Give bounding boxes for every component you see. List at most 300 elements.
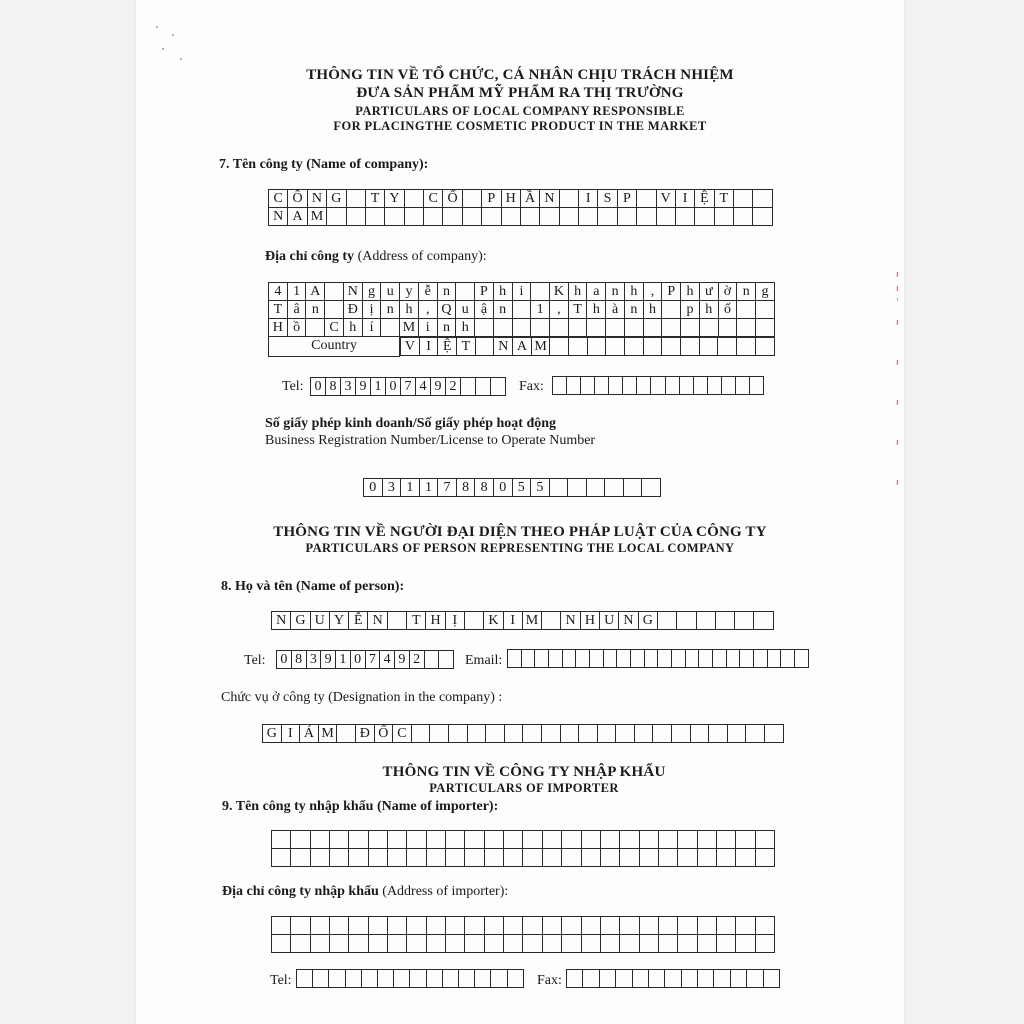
company-address-grid xyxy=(268,282,775,357)
empty-char-box xyxy=(658,849,677,867)
char-box xyxy=(567,377,581,395)
importer-name-label: 9. Tên công ty nhập khẩu (Name of importer): xyxy=(222,799,499,814)
char-box: ễ xyxy=(418,283,437,301)
char-box xyxy=(482,208,501,226)
char-box: ị xyxy=(362,301,381,319)
char-box xyxy=(443,208,462,226)
empty-char-box xyxy=(755,917,774,935)
char-box xyxy=(550,319,569,337)
char-box: n xyxy=(437,283,456,301)
char-box xyxy=(677,612,696,630)
char-box: 8 xyxy=(326,378,341,396)
char-box: H xyxy=(580,612,599,630)
designation-grid xyxy=(262,724,784,743)
char-box: h xyxy=(343,319,362,337)
char-box: Ổ xyxy=(443,190,462,208)
char-box: G xyxy=(263,725,282,743)
char-box: N xyxy=(619,612,638,630)
char-box xyxy=(504,725,523,743)
char-box xyxy=(587,338,606,356)
char-box xyxy=(713,650,727,668)
char-box xyxy=(637,377,651,395)
char-box: 3 xyxy=(341,378,356,396)
char-box: K xyxy=(484,612,503,630)
char-box xyxy=(753,190,773,208)
char-box: Đ xyxy=(343,301,362,319)
char-box: A xyxy=(288,208,307,226)
char-box xyxy=(795,650,809,668)
char-box xyxy=(616,725,635,743)
char-box xyxy=(365,208,384,226)
person-tel-label: Tel: xyxy=(244,653,266,668)
char-box xyxy=(590,650,604,668)
char-box xyxy=(598,208,617,226)
empty-char-box xyxy=(567,970,583,988)
char-box: ồ xyxy=(287,319,306,337)
empty-char-box xyxy=(310,849,329,867)
importer-name-grid xyxy=(271,830,775,867)
char-box xyxy=(325,283,344,301)
char-box: 8 xyxy=(475,479,494,497)
char-box xyxy=(523,725,542,743)
char-box xyxy=(672,725,691,743)
char-box: N xyxy=(269,208,288,226)
char-box xyxy=(617,208,636,226)
char-box xyxy=(657,612,676,630)
char-box: V xyxy=(656,190,675,208)
empty-char-box xyxy=(484,935,503,953)
char-box: 0 xyxy=(350,651,365,669)
char-box xyxy=(735,612,754,630)
person-tel-grid xyxy=(276,650,454,669)
empty-char-box xyxy=(368,831,387,849)
char-box xyxy=(456,283,475,301)
char-box: p xyxy=(681,301,700,319)
char-box xyxy=(346,208,365,226)
char-box: h xyxy=(699,301,718,319)
empty-char-box xyxy=(291,831,310,849)
char-box: C xyxy=(325,319,344,337)
char-box: h xyxy=(643,301,662,319)
char-box xyxy=(637,190,656,208)
empty-char-box xyxy=(648,970,664,988)
empty-char-box xyxy=(330,917,349,935)
char-box: M xyxy=(318,725,337,743)
char-box: T xyxy=(714,190,733,208)
empty-char-box xyxy=(345,970,361,988)
company-country-row xyxy=(269,337,775,357)
char-box: H xyxy=(269,319,288,337)
empty-char-box xyxy=(504,917,523,935)
char-box xyxy=(685,650,699,668)
char-box xyxy=(581,377,595,395)
char-box xyxy=(765,725,784,743)
scan-specks xyxy=(150,18,190,78)
char-box: g xyxy=(362,283,381,301)
empty-char-box xyxy=(407,831,426,849)
empty-char-box xyxy=(426,935,445,953)
char-box: h xyxy=(568,283,587,301)
empty-char-box xyxy=(755,831,774,849)
char-box xyxy=(699,338,718,356)
char-box: M xyxy=(307,208,326,226)
char-box xyxy=(568,479,587,497)
char-box xyxy=(464,612,483,630)
char-box xyxy=(718,319,737,337)
char-box: 1 xyxy=(419,479,438,497)
char-box xyxy=(756,301,775,319)
license-label-vi: Số giấy phép kinh doanh/Số giấy phép hoạt động xyxy=(265,416,557,431)
char-box: Á xyxy=(300,725,319,743)
char-box: 0 xyxy=(311,378,326,396)
empty-char-box xyxy=(291,935,310,953)
empty-char-box xyxy=(747,970,763,988)
char-box xyxy=(609,377,623,395)
char-box xyxy=(679,377,693,395)
char-box: 9 xyxy=(431,378,446,396)
char-box xyxy=(672,650,686,668)
empty-char-box xyxy=(678,935,697,953)
char-box: â xyxy=(287,301,306,319)
empty-char-box xyxy=(446,831,465,849)
company-name-label: 7. Tên công ty (Name of company): xyxy=(219,157,429,172)
person-tel-cells xyxy=(277,651,454,669)
representative-heading-en: PARTICULARS OF PERSON REPRESENTING THE LOCAL COMPANY xyxy=(305,541,735,555)
char-box xyxy=(699,319,718,337)
char-box xyxy=(569,338,588,356)
header-line-4: FOR PLACINGTHE COSMETIC PRODUCT IN THE MARKET xyxy=(333,119,707,133)
char-box: 2 xyxy=(446,378,461,396)
empty-char-box xyxy=(272,917,291,935)
char-box xyxy=(550,338,569,356)
char-box: V xyxy=(401,338,420,356)
char-box: 7 xyxy=(365,651,380,669)
char-box: C xyxy=(393,725,412,743)
empty-char-box xyxy=(639,849,658,867)
char-box: H xyxy=(501,190,520,208)
char-box: n xyxy=(381,301,400,319)
company-country-cells xyxy=(401,338,774,356)
empty-char-box xyxy=(426,917,445,935)
empty-char-box xyxy=(459,970,475,988)
empty-char-box xyxy=(465,849,484,867)
empty-char-box xyxy=(678,831,697,849)
empty-char-box xyxy=(368,917,387,935)
char-box: G xyxy=(638,612,657,630)
char-box xyxy=(737,319,756,337)
char-box: y xyxy=(400,283,419,301)
char-box xyxy=(560,725,579,743)
char-box: P xyxy=(482,190,501,208)
char-box xyxy=(662,319,681,337)
char-box: h xyxy=(624,283,643,301)
empty-char-box xyxy=(407,917,426,935)
empty-char-box xyxy=(378,970,394,988)
char-box: , xyxy=(550,301,569,319)
empty-char-box xyxy=(678,917,697,935)
char-box: T xyxy=(269,301,288,319)
char-box: 3 xyxy=(382,479,401,497)
char-box xyxy=(623,377,637,395)
char-box xyxy=(542,612,561,630)
char-box: ờ xyxy=(718,283,737,301)
empty-char-box xyxy=(523,831,542,849)
char-box: I xyxy=(419,338,438,356)
char-box xyxy=(540,208,559,226)
license-grid xyxy=(363,478,661,497)
char-box xyxy=(606,319,625,337)
char-box xyxy=(512,319,531,337)
char-box: Y xyxy=(385,190,404,208)
empty-char-box xyxy=(716,831,735,849)
char-box xyxy=(767,650,781,668)
char-box xyxy=(709,725,728,743)
char-box: i xyxy=(512,283,531,301)
char-box: I xyxy=(579,190,598,208)
char-box xyxy=(424,651,439,669)
empty-char-box xyxy=(504,831,523,849)
empty-char-box xyxy=(620,917,639,935)
char-box: N xyxy=(540,190,559,208)
char-box: 0 xyxy=(386,378,401,396)
char-box xyxy=(579,725,598,743)
importer-fax-label: Fax: xyxy=(537,973,562,988)
char-box xyxy=(521,650,535,668)
char-box: 8 xyxy=(456,479,475,497)
char-box xyxy=(475,319,494,337)
empty-char-box xyxy=(736,917,755,935)
char-box xyxy=(576,650,590,668)
empty-char-box xyxy=(542,935,561,953)
empty-char-box xyxy=(484,849,503,867)
importer-tel-grid xyxy=(296,969,524,988)
empty-char-box xyxy=(697,849,716,867)
char-box xyxy=(690,725,709,743)
char-box xyxy=(781,650,795,668)
char-box xyxy=(549,650,563,668)
document-page xyxy=(136,0,904,1024)
char-box: P xyxy=(617,190,636,208)
char-box: 1 xyxy=(401,479,420,497)
char-box xyxy=(595,377,609,395)
char-box: M xyxy=(522,612,541,630)
empty-char-box xyxy=(600,831,619,849)
char-box xyxy=(467,725,486,743)
char-box: G xyxy=(291,612,310,630)
char-box: M xyxy=(400,319,419,337)
char-box xyxy=(549,479,568,497)
empty-char-box xyxy=(716,935,735,953)
representative-heading-vi: THÔNG TIN VỀ NGƯỜI ĐẠI DIỆN THEO PHÁP LUẬT CỦA CÔNG TY xyxy=(273,524,767,540)
char-box xyxy=(617,650,631,668)
importer-address-label: Địa chỉ công ty nhập khẩu (Address of importer): xyxy=(222,884,509,899)
empty-char-box xyxy=(394,970,410,988)
char-box: A xyxy=(513,338,532,356)
char-box xyxy=(746,725,765,743)
empty-char-box xyxy=(697,935,716,953)
empty-char-box xyxy=(388,849,407,867)
empty-char-box xyxy=(658,935,677,953)
importer-address-grid xyxy=(271,916,775,953)
char-box xyxy=(587,319,606,337)
empty-char-box xyxy=(523,935,542,953)
char-box: 5 xyxy=(512,479,531,497)
empty-char-box xyxy=(426,970,442,988)
char-box xyxy=(404,208,423,226)
char-box xyxy=(726,650,740,668)
char-box: , xyxy=(643,283,662,301)
empty-char-box xyxy=(681,970,697,988)
char-box xyxy=(749,377,763,395)
empty-char-box xyxy=(465,917,484,935)
country-label: Country xyxy=(269,337,400,357)
empty-char-box xyxy=(581,849,600,867)
char-box: H xyxy=(426,612,445,630)
empty-char-box xyxy=(716,849,735,867)
empty-char-box xyxy=(426,831,445,849)
empty-char-box xyxy=(599,970,615,988)
char-box: 0 xyxy=(493,479,512,497)
char-box xyxy=(662,338,681,356)
empty-char-box xyxy=(632,970,648,988)
char-box xyxy=(737,301,756,319)
char-box xyxy=(381,319,400,337)
char-box xyxy=(337,725,356,743)
char-box: i xyxy=(418,319,437,337)
company-fax-label: Fax: xyxy=(519,379,544,394)
empty-char-box xyxy=(523,849,542,867)
header-line-3: PARTICULARS OF LOCAL COMPANY RESPONSIBLE xyxy=(355,104,685,118)
char-box xyxy=(512,301,531,319)
empty-char-box xyxy=(272,831,291,849)
char-box: N xyxy=(272,612,291,630)
char-box xyxy=(439,651,454,669)
char-box: 9 xyxy=(395,651,410,669)
empty-char-box xyxy=(616,970,632,988)
empty-char-box xyxy=(716,917,735,935)
char-box: A xyxy=(306,283,325,301)
empty-char-box xyxy=(736,831,755,849)
char-box: C xyxy=(269,190,288,208)
char-box: N xyxy=(494,338,513,356)
empty-char-box xyxy=(388,917,407,935)
char-box: Y xyxy=(329,612,348,630)
char-box: Q xyxy=(437,301,456,319)
importer-heading-vi: THÔNG TIN VỀ CÔNG TY NHẬP KHẨU xyxy=(382,764,666,780)
empty-char-box xyxy=(600,917,619,935)
char-box: 7 xyxy=(401,378,416,396)
importer-address-row-1 xyxy=(272,917,775,935)
char-box xyxy=(461,378,476,396)
char-box: 3 xyxy=(306,651,321,669)
empty-char-box xyxy=(291,917,310,935)
company-tel-grid xyxy=(310,377,506,396)
company-address-label: Địa chỉ công ty (Address of company): xyxy=(265,249,487,264)
empty-char-box xyxy=(504,935,523,953)
char-box xyxy=(754,612,774,630)
char-box xyxy=(714,208,733,226)
char-box xyxy=(385,208,404,226)
empty-char-box xyxy=(491,970,507,988)
empty-char-box xyxy=(313,970,329,988)
license-cells xyxy=(364,479,661,497)
char-box: í xyxy=(362,319,381,337)
char-box: n xyxy=(493,301,512,319)
char-box: n xyxy=(437,319,456,337)
empty-char-box xyxy=(407,935,426,953)
char-box xyxy=(736,338,755,356)
empty-char-box xyxy=(697,831,716,849)
char-box: P xyxy=(662,283,681,301)
empty-char-box xyxy=(639,935,658,953)
char-box xyxy=(656,208,675,226)
char-box xyxy=(634,725,653,743)
empty-char-box xyxy=(388,831,407,849)
char-box xyxy=(559,208,578,226)
char-box xyxy=(568,319,587,337)
char-box: S xyxy=(598,190,617,208)
empty-char-box xyxy=(542,849,561,867)
char-box xyxy=(637,208,656,226)
char-box: Ệ xyxy=(438,338,457,356)
char-box: 0 xyxy=(277,651,292,669)
empty-char-box xyxy=(465,831,484,849)
char-box xyxy=(508,650,522,668)
char-box xyxy=(721,377,735,395)
char-box xyxy=(486,725,505,743)
empty-char-box xyxy=(658,831,677,849)
empty-char-box xyxy=(714,970,730,988)
company-tel-label: Tel: xyxy=(282,379,304,394)
char-box xyxy=(754,650,768,668)
empty-char-box xyxy=(297,970,313,988)
char-box xyxy=(735,377,749,395)
importer-tel-cells xyxy=(297,970,524,988)
char-box: h xyxy=(681,283,700,301)
char-box xyxy=(327,208,346,226)
country-grid xyxy=(400,337,774,356)
char-box: Ễ xyxy=(349,612,368,630)
empty-char-box xyxy=(620,849,639,867)
char-box: G xyxy=(327,190,346,208)
char-box xyxy=(734,208,753,226)
empty-char-box xyxy=(678,849,697,867)
empty-char-box xyxy=(730,970,746,988)
char-box xyxy=(740,650,754,668)
char-box xyxy=(734,190,753,208)
empty-char-box xyxy=(310,917,329,935)
empty-char-box xyxy=(755,849,774,867)
company-name-row-1 xyxy=(269,190,773,208)
char-box xyxy=(755,338,774,356)
char-box xyxy=(693,377,707,395)
char-box: 4 xyxy=(269,283,288,301)
empty-char-box xyxy=(329,970,345,988)
char-box xyxy=(476,378,491,396)
person-email-grid xyxy=(507,649,809,668)
char-box xyxy=(535,650,549,668)
char-box xyxy=(606,338,625,356)
char-box xyxy=(643,338,662,356)
char-box xyxy=(520,208,539,226)
char-box xyxy=(695,208,714,226)
empty-char-box xyxy=(388,935,407,953)
char-box: 4 xyxy=(380,651,395,669)
empty-char-box xyxy=(407,849,426,867)
empty-char-box xyxy=(600,849,619,867)
char-box xyxy=(531,319,550,337)
importer-fax-grid xyxy=(566,969,780,988)
